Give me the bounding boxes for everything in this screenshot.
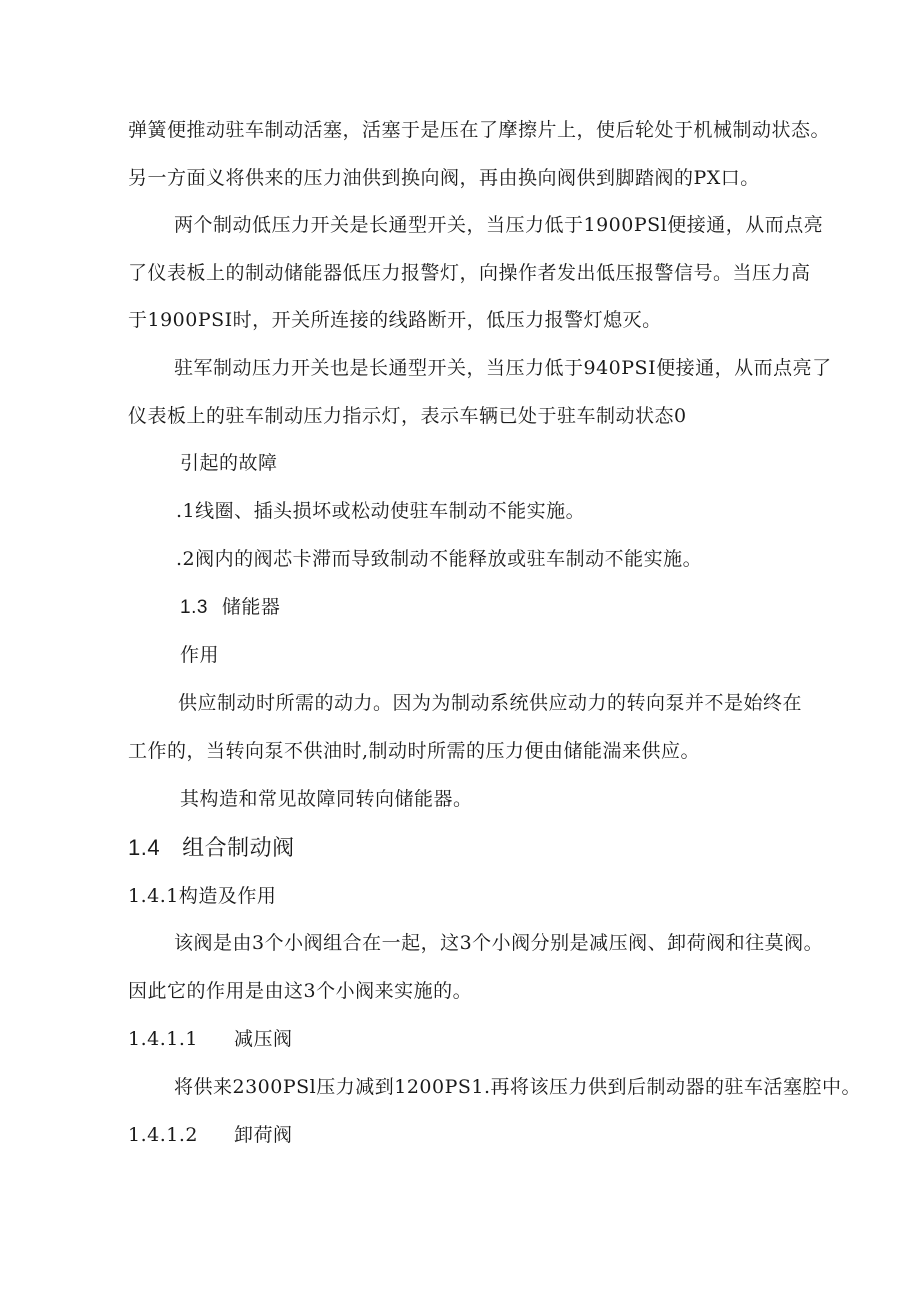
section-number: 1.3 <box>180 597 208 618</box>
section-heading-1-4 <box>128 834 295 863</box>
section-title: 卸荷阀 <box>233 1124 293 1146</box>
paragraph-line: 了仪表板上的制动储能器低压力报警灯，向操作者发出低压报警信号。当压力高 <box>128 262 811 284</box>
subsection-heading: 1.4.1构造及作用 <box>128 885 277 907</box>
section-title: 组合制动阀 <box>182 835 295 860</box>
section-number: 1.4 <box>128 835 161 860</box>
paragraph-line: 弹簧便推动驻车制动活塞，活塞于是压在了摩擦片上，使后轮处于机械制动状态。 <box>128 119 831 141</box>
section-title: 储能器 <box>221 596 281 618</box>
paragraph-line: 因此它的作用是由这3个小阀来实施的。 <box>128 980 473 1002</box>
paragraph-line: 于1900PSI时，开关所连接的线路断开，低压力报警灯熄灭。 <box>128 309 662 331</box>
paragraph-line: 其构造和常见故障同转向储能器。 <box>180 788 473 810</box>
subsection-heading <box>128 1123 293 1147</box>
paragraph-line: 驻军制动压力开关也是长通型开关，当压力低于940PSI便接通，从而点亮了 <box>174 357 832 379</box>
section-number: 1.4.1.2 <box>128 1124 198 1146</box>
section-heading-1-3 <box>180 595 280 620</box>
paragraph-line: 供应制动时所需的动力。因为为制动系统供应动力的转向泵并不是始终在 <box>178 692 803 714</box>
paragraph-line: 将供来2300PSl压力减到1200PS1.再将该压力供到后制动器的驻车活塞腔中。 <box>174 1076 862 1098</box>
paragraph-line: 仪表板上的驻车制动压力指示灯，表示车辆已处于驻车制动状态0 <box>128 405 687 427</box>
section-title: 减压阀 <box>233 1028 293 1050</box>
list-item: .1线圈、插头损坏或松动使驻车制动不能实施。 <box>176 500 586 522</box>
list-item: .2阀内的阀芯卡滞而导致制动不能释放或驻车制动不能实施。 <box>176 548 703 570</box>
paragraph-line: 该阀是由3个小阀组合在一起，这3个小阀分别是减压阀、卸荷阀和往莫阀。 <box>174 932 824 954</box>
section-number: 1.4.1.1 <box>128 1028 198 1050</box>
subsection-heading <box>128 1027 293 1051</box>
section-label: 引起的故障 <box>180 452 278 474</box>
paragraph-line: 两个制动低压力开关是长通型开关，当压力低于1900PSl便接通，从而点亮 <box>174 214 824 236</box>
paragraph-line: 工作的，当转向泵不供油时,制动时所需的压力便由储能湍来供应。 <box>128 740 701 762</box>
paragraph-line: 另一方面义将供来的压力油供到换向阀，再由换向阀供到脚踏阀的PX口。 <box>128 167 760 189</box>
section-label: 作用 <box>180 644 220 666</box>
